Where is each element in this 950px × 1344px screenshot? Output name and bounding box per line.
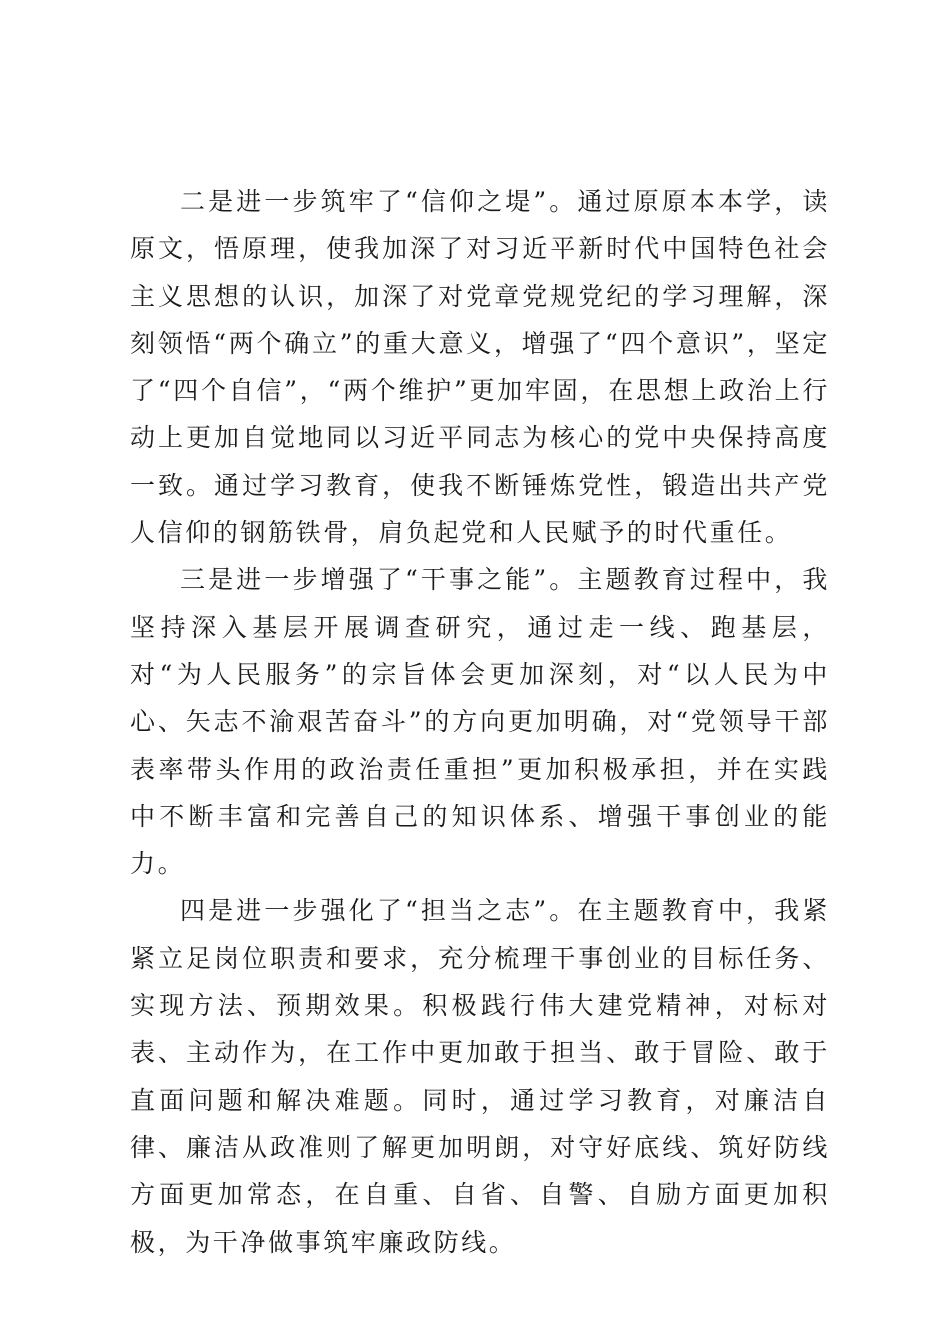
document-body bbox=[130, 178, 830, 1266]
paragraph-responsibility: 四是进一步强化了“担当之志”。在主题教育中，我紧紧立足岗位职责和要求，充分梳理干事创业的目标任务、实现方法、预期效果。积极践行伟大建党精神，对标对表、主动作为，在工作中更加敢于担当、敢于冒险、敢于直面问题和解决难题。同时，通过学习教育，对廉洁自律、廉洁从政准则了解更加明朗，对守好底线、筑好防线方面更加常态，在自重、自省、自警、自励方面更加积极，为干净做事筑牢廉政防线。 bbox=[130, 896, 830, 1257]
paragraph-faith: 二是进一步筑牢了“信仰之堤”。通过原原本本学，读原文，悟原理，使我加深了对习近平新时代中国特色社会主义思想的认识，加深了对党章党规党纪的学习理解，深刻领悟“两个确立”的重大意义，增强了“四个意识”，坚定了“四个自信”，“两个维护”更加牢固，在思想上政治上行动上更加自觉地同以习近平同志为核心的党中央保持高度一致。通过学习教育，使我不断锤炼党性，锻造出共产党人信仰的钢筋铁骨，肩负起党和人民赋予的时代重任。 bbox=[130, 187, 830, 548]
paragraph-capability: 三是进一步增强了“干事之能”。主题教育过程中，我坚持深入基层开展调查研究，通过走一线、跑基层，对“为人民服务”的宗旨体会更加深刻，对“以人民为中心、矢志不渝艰苦奋斗”的方向更加明确，对“党领导干部表率带头作用的政治责任重担”更加积极承担，并在实践中不断丰富和完善自己的知识体系、增强干事创业的能力。 bbox=[130, 565, 830, 879]
